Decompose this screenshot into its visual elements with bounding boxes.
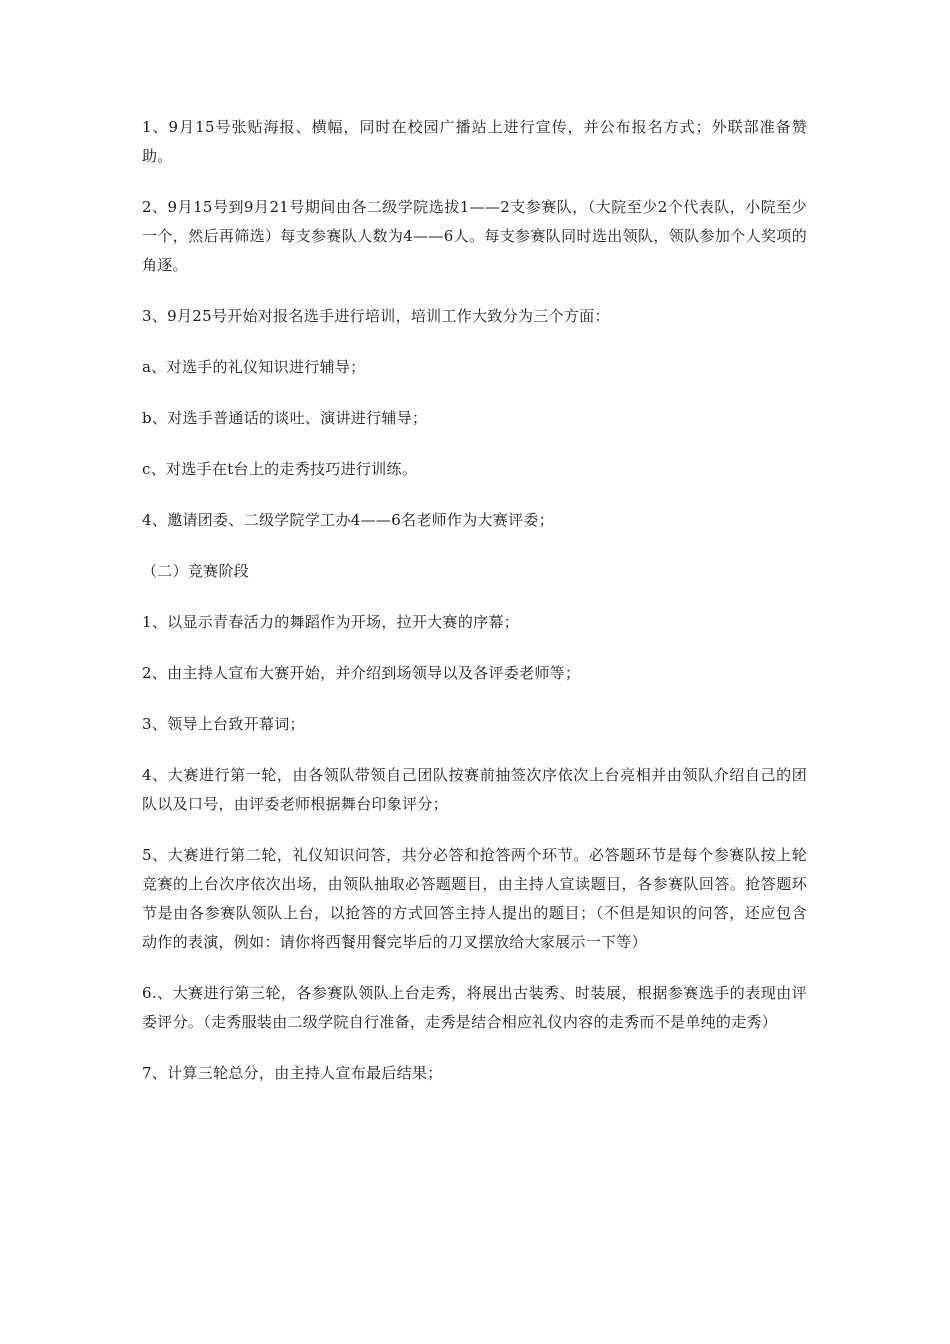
paragraph-competition-4: 4、大赛进行第一轮，由各领队带领自己团队按赛前抽签次序依次上台亮相并由领队介绍自己的团队以及口号，由评委老师根据舞台印象评分； — [142, 766, 807, 813]
paragraph-competition-6: 6.、大赛进行第三轮，各参赛队领队上台走秀，将展出古装秀、时装展，根据参赛选手的表现由评委评分。（走秀服装由二级学院自行准备，走秀是结合相应礼仪内容的走秀而不是单纯的走秀） — [142, 984, 807, 1031]
paragraph-competition-2: 2、由主持人宣布大赛开始，并介绍到场领导以及各评委老师等； — [142, 664, 581, 682]
paragraph-prep-1: 1、9月15号张贴海报、横幅，同时在校园广播站上进行宣传，并公布报名方式；外联部准备赞助。 — [142, 118, 807, 165]
paragraph-prep-2: 2、9月15号到9月21号期间由各二级学院选拔1——2支参赛队，（大院至少2个代表队，小院至少一个，然后再筛选）每支参赛队人数为4——6人。每支参赛队同时选出领队，领队参加个人奖项的角逐。 — [142, 198, 807, 274]
paragraph-competition-1: 1、以显示青春活力的舞蹈作为开场，拉开大赛的序幕； — [142, 613, 520, 631]
section-heading-competition: （二）竞赛阶段 — [142, 562, 250, 580]
paragraph-competition-5: 5、大赛进行第二轮，礼仪知识问答，共分必答和抢答两个环节。必答题环节是每个参赛队按上轮竞赛的上台次序依次出场，由领队抽取必答题题目，由主持人宣读题目，各参赛队回答。抢答题环节是由各参赛队领队上台，以抢答的方式回答主持人提出的题目；（不但是知识的问答，还应包含动作的表演，例如：请你将西餐用餐完毕后的刀叉摆放给大家展示一下等） — [142, 846, 807, 951]
paragraph-training-b: b、对选手普通话的谈吐、演讲进行辅导； — [142, 409, 428, 427]
paragraph-competition-3: 3、领导上台致开幕词； — [142, 715, 305, 733]
paragraph-training-c: c、对选手在t台上的走秀技巧进行训练。 — [142, 460, 418, 478]
paragraph-prep-4: 4、邀请团委、二级学院学工办4——6名老师作为大赛评委； — [142, 511, 555, 529]
paragraph-training-a: a、对选手的礼仪知识进行辅导； — [142, 358, 366, 376]
document-body — [142, 113, 807, 1110]
paragraph-prep-3: 3、9月25号开始对报名选手进行培训，培训工作大致分为三个方面： — [142, 307, 610, 325]
paragraph-competition-7: 7、计算三轮总分，由主持人宣布最后结果； — [142, 1064, 443, 1082]
